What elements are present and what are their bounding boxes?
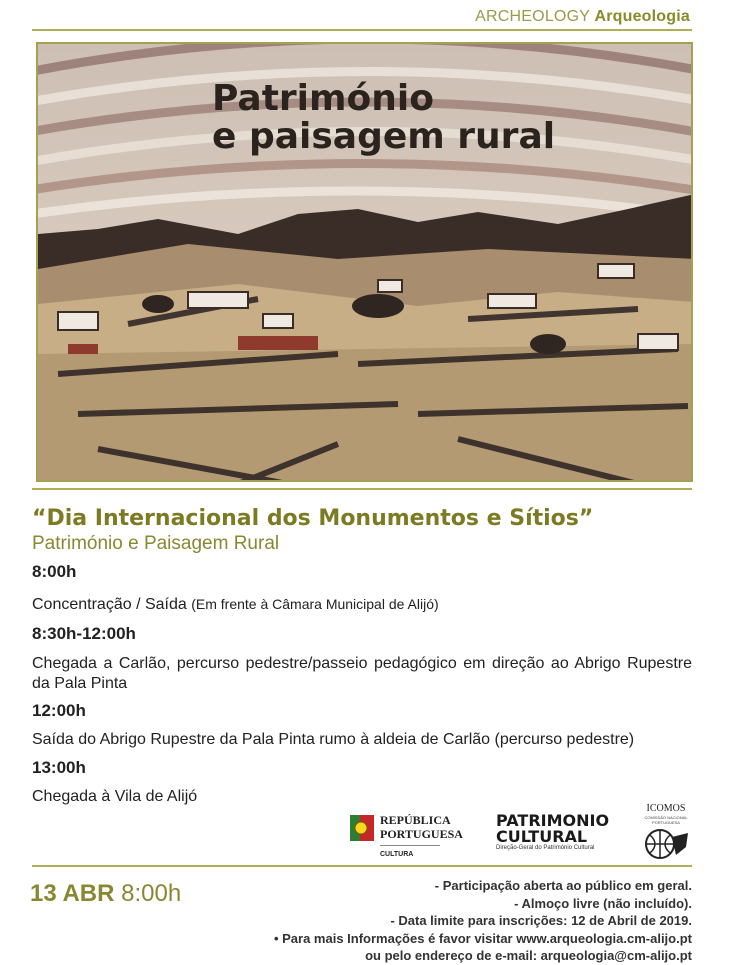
poster-title-line2: e paisagem rural [212,116,556,157]
schedule-time: 13:00h [32,758,86,777]
header-english: ARCHEOLOGY [475,8,590,25]
section-header [475,8,690,26]
note-item: - Almoço livre (não incluído). [514,895,692,911]
icomos-sub1: COMISSÃO NACIONAL [644,815,688,820]
republica-line3: CULTURA [380,845,440,862]
schedule-time: 8:30h-12:00h [32,624,136,643]
schedule-text: Chegada à Vila de Alijó [32,788,198,805]
republica-portuguesa-logo [348,803,468,863]
schedule-item [32,562,692,614]
landscape-painting [36,42,693,482]
schedule-text: Concentração / Saída [32,596,187,613]
event-day: 13 ABR [30,880,115,907]
patrimonio-line2: CULTURAL [496,827,588,846]
event-subtitle: Património e Paisagem Rural [32,533,280,554]
event-start-time: 8:00h [121,880,182,907]
schedule-time: 8:00h [32,562,77,581]
icomos-name: ICOMOS [646,803,686,814]
note-item: ou pelo endereço de e-mail: arqueologia@cm-alijo.pt [365,948,692,964]
schedule-time: 12:00h [32,701,86,720]
schedule-item [32,701,692,749]
patrimonio-line1: PATRIMONIO [496,811,610,830]
schedule-text: Saída do Abrigo Rupestre da Pala Pinta rumo à aldeia de Carlão (percurso pedestre) [32,731,635,748]
note-item: - Participação aberta ao público em geral. [434,878,692,893]
event-date [30,880,181,908]
image-divider [32,488,692,490]
footer-divider [32,865,692,867]
schedule-text: Chegada a Carlão, percurso pedestre/passeio pedagógico em direção ao Abrigo Rupestre da Pala Pinta [32,655,692,692]
icomos-sub2: PORTUGUESA [652,820,680,825]
patrimonio-line3: Direção-Geral do Património Cultural [496,845,595,851]
patrimonio-cultural-logo [496,803,616,863]
republica-line1: REPÚBLICA [380,813,451,827]
top-divider [32,29,692,31]
schedule-item [32,624,692,694]
event-notes [274,877,692,965]
schedule-item [32,758,692,806]
icomos-logo [640,803,692,863]
globe-emblem-icon [642,829,690,859]
poster-title [212,80,555,156]
schedule-note: (Em frente à Câmara Municipal de Alijó) [191,596,439,612]
note-item: • Para mais Informações é favor visitar www.arqueologia.cm-alijo.pt [273,930,692,946]
event-title: “Dia Internacional dos Monumentos e Sítios” [32,506,594,531]
republica-line2: PORTUGUESA [380,827,463,841]
header-portuguese: Arqueologia [594,8,690,25]
poster-title-line1: Património [212,78,434,119]
flag-emblem-icon [350,811,376,845]
note-item: - Data limite para inscrições: 12 de Abril de 2019. [390,913,692,929]
